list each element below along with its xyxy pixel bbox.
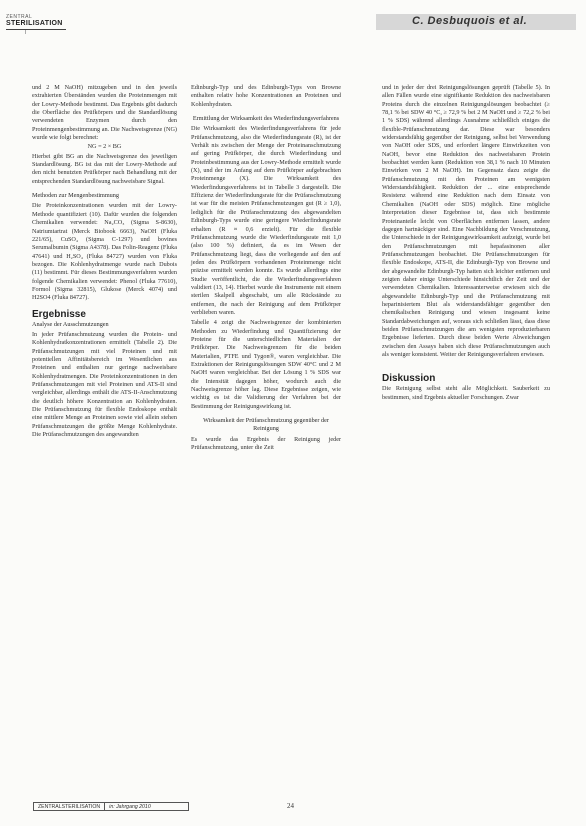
subheading: Methoden zur Mengenbestimmung	[32, 192, 119, 200]
paragraph: und in jeder der drei Reinigungslösungen geprüft (Tabelle 5). In allen Fällen wurde eine signifikante Reduktion des nachweisbaren Proteins durch die einzelnen Reinigungslösungen beobachtet (≥ 78,1 % bei SDW 40 °C, ≥ 72,9 % bei 2 M NaOH und ≥ 72,2 % bei 1 % SDS) während allerdings Ausnahme schließlich einiges die flexible-Prüfanschmutzung dar. Diese war besonders widerstandsfähig gegenüber der Reinigung, selbst bei Verwendung von NaOH oder SDS, und erfordert längere Einwirkzeiten von NaOH, bevor eine Reduktion des nachweisbaren Protein beobachtet werden kann (Reduktion von 38,1 % nach 10 Minuten Einwirken von 2 M NaOH). Im Gegensatz dazu zeigte die Prüfanschmutzung mit den Proteinen am wenigsten Widerstandsfähigkeit. Reduktion der ... eine entsprechende Resistenz während eine Reduktion nach dem Einsatz von Chemikalien (NaOH oder SDS) möglich. Eine mögliche Interpretation dieser Ergebnisse ist, dass sich bestimmte Proteinanteile leicht von Oberflächen entfernen lassen, andere dagegen hartnäckiger sind. Eine Nachbildung der Verschmutzung, die Unterschiede in der Reinigungswirksamkeit aufzeigt, wurde bei den Prüfanschmutzungen mit hepafasinonen aller Prüfanschmutzungen beobachtet. Die Prüfanschmutzungen für flexible Endoskope, ATS-II, die Edinburgh-Typ von Browne und der abgewandelte Edinburgh-Typ hatten sich leichter entfernen und zeigten daher einige Unterschiede hinsichtlich der Zeit und der verwendeten Chemikalien. Interessanterweise erwiesen sich die abgewandelte Edinburgh-Typ und die Prüfanschmutzung mit heparinisiertem Blut als widerstandsfähiger gegenüber den chemikalischen Reinigung und wiesen insgesamt keine Standardabweichungen auf, woraus sich schließen lässt, dass diese beiden Prüfanschmutzungen die am wenigsten reproduzierbaren Ergebnisse lieferten. Durch diese beiden Werte Abweichungen zwischen den Assays haben sich diese Prüfanschmutzungen auch als weniger konsistent. Weiter der Reinigungsverfahren erwiesen.	[382, 84, 550, 358]
journal-logo	[6, 14, 66, 36]
column-1	[32, 84, 177, 439]
footer-divider	[104, 803, 105, 810]
footer-journal-box	[33, 802, 189, 811]
section-heading-results: Ergebnisse	[32, 308, 86, 320]
subheading: Ermittlung der Wirksamkeit des Wiederfindungsverfahrens	[192, 115, 340, 123]
paragraph: Hierbei gibt BG an die Nachweisgrenze des jeweiligen Standardlösung. BG ist das mit der Lowry-Methode auf den nicht benutzten Prüfkörper nach Behandlung mit der entsprechenden Standardlösung nachweisbare Signal.	[32, 152, 177, 185]
subheading: Wirksamkeit der Prüfanschmutzung gegenüber der Reinigung	[203, 417, 329, 433]
column-2	[191, 84, 341, 452]
page-number: 24	[287, 802, 294, 810]
paragraph: Edinburgh-Typ und des Edinburgh-Typs von Browne enthalten relativ hohe Konzentrationen an Proteinen und Kohlenhydraten.	[191, 84, 341, 108]
journal-logo-marker: I	[25, 30, 27, 36]
paragraph: und 2 M NaOH) mitzugeben und in den jeweils extrahierten Überständen wurden die Proteinmengen mit der Lowry-Methode bestimmt. Das Ergebnis gibt dadurch die Oberfläche des Prüfkörpers und die Standardlösung verwendeten Enzymen durch den Proteinmengenbestimmung an. Die Nachweisgrenze (NG) wurde wie folgt berechnet:	[32, 84, 177, 142]
formula: NG = 2 × BG	[87, 143, 122, 151]
footer-issue: in: Jahrgang 2010	[109, 804, 151, 810]
section-heading-discussion: Diskussion	[382, 373, 436, 385]
journal-logo-top: ZENTRAL	[6, 14, 33, 20]
footer-journal: ZENTRALSTERILISATION	[38, 804, 101, 810]
paragraph: Die Wirksamkeit des Wiederfindungsverfahrens für jede Prüfanschmutzung, also die Wiederfindungsrate (R), ist der Verhält nis zwischen der Menge der Proteinanschmutzung auf gering Prüfkörper, die durch Wiederfindung und Proteinbestimmung aus der Lowry-Methode ermittelt wurde (X), und der im Anfang auf dem Prüfkörper aufgebrachten Proteinmenge (X). Die Wirksamkeit des Wiederfindungsverfahrens ist in Tabelle 3 dargestellt. Die Effizienz der Wiederfindungsrate für die Prüfanschmutzung ist war für die meisten Prüfanschmutzungen gut (R ≥ 1,0), lediglich für die Prüfanschmutzung des abgewandelten Edinburgh-Typs wurde eine geringere Wiederfindungsrate erhalten (R ≈ 0,6 erzielt). Für die flexible Prüfanschmutzung wurde die Wiederfindungsrate mit 1,0 (also 100 %) definiert, da es im Wesen der Prüfanschmutzung liegt, dass die vorliegende auf den auf jeden des Prüfkörpern vorhandenen Proteinmenge nicht präzise ermittelt werden konnte. Es wurde allerdings eine Studie veröffentlicht, die die Wiederfindungsverfahren validiert (13, 14). Hierbei wurde die Instrumente mit einem sterilen Skalpell abgeschabt, um alle Rückstände zu entfernen, die nach der Reinigung auf dem Prüfkörper verblieben waren.	[191, 125, 341, 316]
column-3	[382, 84, 550, 402]
paragraph: Die Reinigung selbst steht alle Möglichkeit. Sauberkeit zu bestimmen, sind Ergebnis aktueller Forschungen. Zwar	[382, 385, 550, 401]
subheading: Analyse der Ausschmutzungen	[32, 320, 109, 328]
journal-logo-title: STERILISATION	[6, 20, 66, 30]
paragraph: Tabelle 4 zeigt die Nachweisgrenze der kombinierten Methoden zu Wiederfindung und Quantifizierung der Proteine für die unterschiedlichen Materialien der Prüfkörper. Die Nachweisgrenzen für die beiden Materialien, PTFE und Tygon®, waren vergleichbar. Die Extraktionen der Reinigungslösungen SDW 40°C und 2 M NaOH waren vergleichbar. Bei der Lösung 1 % SDS war die Intensität dagegen höher, wodurch auch die Nachweisgrenze höher lag. Diese Ergebnisse zeigen, wie wichtig es ist die Validierung der Verfahren bei der Bestimmung der Reinigungswirkung ist.	[191, 319, 341, 410]
paragraph: Die Proteinkonzentrationen wurden mit der Lowry-Methode quantifiziert (10). Dafür wurden die folgenden Chemikalien verwendet: Na₂CO₃ (Sigma S-8630), Natriumtartrat (Merck Biobook 6663), NaOH (Fluka 221/65), CuSO₄ (Sigma C-1297) und bovines Serumalbumin (Sigma A4378). Das Folin-Reagenz (Fluka 47641) und H₂SO₄ (Fluka 84727) wurden von Fluka bezogen. Die Kohlenhydratmenge wurde nach Dubois (11) bestimmt. Für dieses Bestimmungsverfahren wurden folgende Chemikalien verwendet: Phenol (Fluka 77610), Formol (Sigma 32815), Glukose (Merck 4074) und H2SO4 (Fluka 84727).	[32, 202, 177, 302]
author-header: C. Desbuquois et al.	[412, 15, 528, 27]
paragraph: In jeder Prüfanschmutzung wurden die Protein- und Kohlenhydratkonzentrationen ermittelt (Tabelle 2). Die Prüfanschmutzungen mit viel Proteinen und mit potentiellen Affinitätsbereich im Wesentlichen aus Proteinen und enthalten nur geringe nachweisbare Kohlenhydratmengen. Die Proteinkonzentrationen in den Prüfanschmutzungen mit viel Proteinen und ATS-II sind vergleichbar, allerdings enthält die ATS-II-Anschmutzung die deutlich höhere Konzentration an Kohlenhydraten. Die Prüfanschmutzung für flexible Endoskope enthält eine mittlere Menge an Proteinen sowie viel allein stehen Prüfanschmutzungen die größte Menge Kohlenhydrate. Die Prüfanschmutzungen des angewandten	[32, 330, 177, 439]
paragraph: Es wurde das Ergebnis der Reinigung jeder Prüfanschmutzung, unter die Zeit	[191, 435, 341, 452]
